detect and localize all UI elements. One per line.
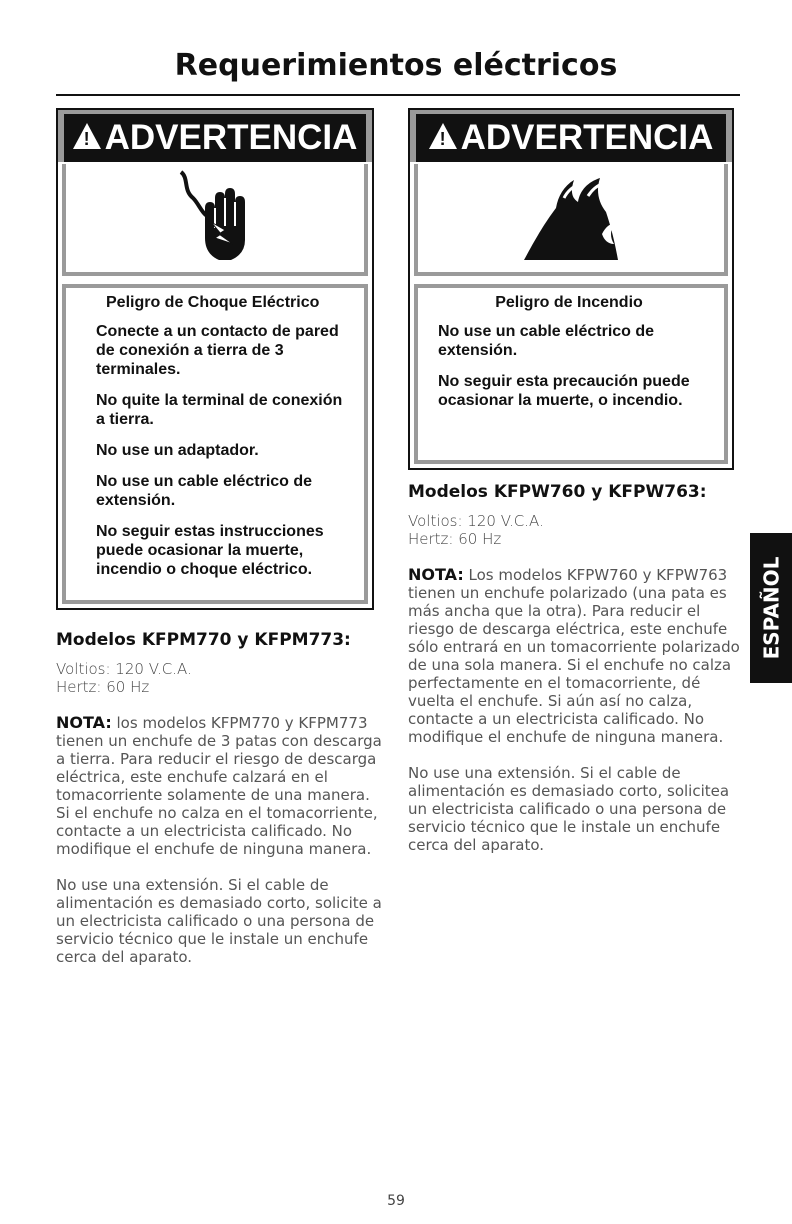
extension-paragraph: No use una extensión. Si el cable de alimentación es demasiado corto, solicitea un electricista calificado o una persona de servicio técnico que le instale un enchufe cerca del aparato.	[408, 764, 730, 854]
language-tab-label: ESPAÑOL	[759, 556, 784, 660]
warning-body	[62, 284, 368, 604]
hazard-title: Peligro de Choque Eléctrico	[106, 294, 320, 311]
warning-body	[414, 284, 728, 464]
nota-text: Los modelos KFPW760 y KFPW763 tienen un enchufe polarizado (una pata es más ancha que la otra). Para reducir el riesgo de descarga eléctrica, este enchufe sólo entrará en un tomacorriente polarizado de una sola manera. Si el enchufe no calza perfectamente en el tomacorriente, dé vuelta el enchufe. Si aún así no calza, contacte a un electricista calificado. No modifique el enchufe de ninguna manera.	[408, 566, 740, 746]
fire-icon	[516, 168, 626, 268]
nota-text: los modelos KFPM770 y KFPM773 tienen un enchufe de 3 patas con descarga a tierra. Para reducir el riesgo de descarga eléctrica, este enchufe calzará en el tomacorriente solamente de una manera. Si el enchufe no calza en el tomacorriente, contacte a un electricista calificado. No modifique el enchufe de ninguna manera.	[56, 714, 382, 858]
nota-paragraph	[408, 566, 748, 746]
warning-icon-area	[62, 164, 368, 276]
electric-shock-hand-icon	[175, 168, 255, 268]
title-divider	[56, 94, 740, 96]
nota-label: NOTA:	[56, 713, 112, 732]
warning-header	[58, 110, 372, 162]
warning-box-fire	[408, 108, 734, 470]
warning-header-label: ADVERTENCIA	[104, 118, 358, 157]
hazard-title: Peligro de Incendio	[495, 294, 643, 311]
warning-box-electric	[56, 108, 374, 610]
frequency-spec: Hertz: 60 Hz	[56, 678, 150, 696]
warning-header	[410, 110, 732, 162]
warning-triangle-icon: !	[73, 123, 101, 149]
voltage-spec: Voltios: 120 V.C.A.	[408, 512, 544, 530]
warning-line: No use un adaptador.	[96, 442, 259, 459]
model-heading: Modelos KFPW760 y KFPW763:	[408, 482, 707, 502]
warning-line: Conecte a un contacto de pared de conexión a tierra de 3 terminales.	[96, 323, 339, 378]
language-tab	[750, 533, 792, 683]
warning-line: No seguir esta precaución puede ocasionar la muerte, o incendio.	[438, 373, 690, 409]
warning-icon-area	[414, 164, 728, 276]
warning-header-label: ADVERTENCIA	[460, 118, 714, 157]
nota-paragraph	[56, 714, 386, 858]
extension-paragraph: No use una extensión. Si el cable de alimentación es demasiado corto, solicite a un electricista calificado o una persona de servicio técnico que le instale un enchufe cerca del aparato.	[56, 876, 382, 966]
model-heading: Modelos KFPM770 y KFPM773:	[56, 630, 351, 650]
right-column	[408, 482, 748, 854]
warning-triangle-icon: !	[429, 123, 457, 149]
warning-line: No use un cable eléctrico de extensión.	[96, 473, 313, 509]
warning-line: No use un cable eléctrico de extensión.	[438, 323, 655, 359]
voltage-spec: Voltios: 120 V.C.A.	[56, 660, 192, 678]
left-column	[56, 630, 386, 966]
frequency-spec: Hertz: 60 Hz	[408, 530, 502, 548]
page-number: 59	[387, 1193, 405, 1209]
nota-label: NOTA:	[408, 565, 464, 584]
page-title: Requerimientos eléctricos	[174, 48, 618, 83]
warning-line: No quite la terminal de conexión a tierra.	[96, 392, 343, 428]
warning-line: No seguir estas instrucciones puede ocasionar la muerte, incendio o choque eléctrico.	[96, 523, 324, 578]
